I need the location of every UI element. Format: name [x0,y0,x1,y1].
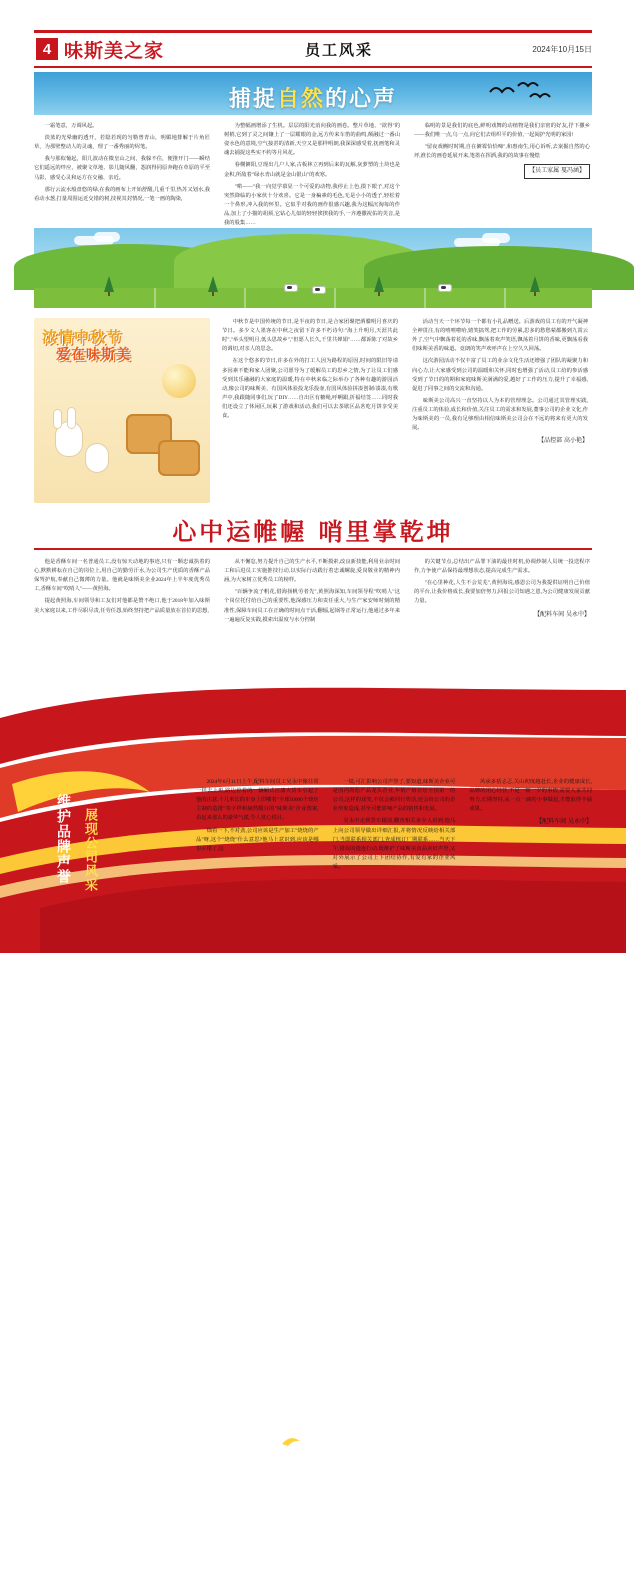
paragraph: 活动当天一个环节每一个都有小礼品赠送。后游戏的员工有的开气凝神全神贯注,有的嘻嘻啦哈,嬉笑搞驾,把工作的劳累,思多的愁愁萦都搬到九霄云外了,空气中飘荡着花的香味,飘荡着欢声笑语,飘荡着月饼的香味,更飘荡看我们味斯美香的味道。竟朗的笑声欢呼声在上空久久回荡。 [412,319,588,353]
paragraph: 从不懈怠,努力提升自己的生产水平,不断摸索,改良新技能,利用业余时间工和后进员工实施推技行动,以实际行动践行着忠诚螺旋,爱岗敬业的精神内涵,为大家树立优秀员工的榜样。 [224,559,400,584]
page-number: 4 [36,38,58,60]
headline-part-a: 捕捉 [228,87,277,112]
top-column-3 [414,122,590,227]
secondary-headline: 心中运帷幄 哨里掌乾坤 [172,518,454,546]
paragraph: 眷榭僻阳,豆现出几户人家,古板林立再到后来的瓦解,灰萝塑的土块也是金积,所敌着"绿水青山就是金山银山"的欢寒。 [224,162,400,178]
byline [412,436,588,446]
paragraph: 那行云流水般盘悠的绿,在我的画布上开始舒醒,几重千里,热苏又划水,我看动水葱,打量周围运近交错的树,技视其封情况,一笔一画的陶染, [34,186,210,202]
promo-line-1: 浓情中秋节 [42,328,123,346]
paragraph: 我与那似葡起，阳儿波动在微皇山之间，我躲不住，便推开门——瞬结它们遥远的绊应，被聚文草地、影儿随风翻，怨润得同原奔跑在草原的平至马影，感受心灵和运方在交融、亲近。 [34,156,210,181]
bottom-column-3 [469,778,592,918]
promo-line-2: 爱在味斯美 [56,346,131,363]
byline-label: 【员工家属 戛冯涵】 [524,164,590,178]
bottom-column-2 [333,778,456,918]
publication-brand: 味斯美之家 [64,40,165,62]
paragraph: 一镜,可汇影响公司声誉了,要知道,味斯美企业可是国内肉松产品龙头企业,年销产值位居全国第一的公司,这样的戏笑,不仅会被同行笑话,还会给公司的企业形象造成,甚至可能影响产品的销售和发展。 [332,779,456,813]
paragraph: 中秋节是中国传统的节日,是半夜的节日,是合家团聚把酒朦明月喜庆的节日。多少文人墨客在中秋之夜留下许多不朽诗句:"海上升明月,天涯共此时","举头望明月,低头思故乡","但愿人长久,千里共婵娟"……都诉陈了对故乡的调切,对亲人的思念。 [222,319,398,353]
masthead-bottom-rule [34,66,592,68]
paragraph: 一霜笔意，万调风起。 [44,123,98,129]
section-title: 员工风采 [305,41,374,59]
midautumn-promo [34,318,210,503]
paragraph: 淡蓝的光晕幽的透开，若隐若现的匀勒曾青山，明媚地排解于片角匠草，为那壁整动人的灵魂，理了一番秀丽的烬笔。 [34,135,210,151]
feature-banner [34,72,592,115]
ribbon-vertical-subtitle: 展现公司风采 [82,808,97,892]
top-column-1 [34,122,210,227]
byline-label: 【配料车间 吴永中】 [534,610,590,618]
mooncake-icon [158,440,200,476]
byline [414,610,590,620]
top-article-columns [34,122,592,227]
lower-article-columns [34,558,592,683]
mid-column-1 [222,318,398,503]
paragraph: "百辆争流子帆花,借海扬帆劳者先",黄照海深知,车间领导程"吹哨人"这个岗位托付给自己的重要性,他深感压力和责任重大,与生产家安师时刻的精准性,保障车间员工在正确的时间点干活,翻辐,起锅等正常运行,他通过多年来一遍遍反复实践,摸索出温度与水分控制 [224,589,400,623]
paragraph: 在这个悠多的节日,许多在外的打工人因为路程的原因,时间的限旧等请多因素不能和家人团聚,公司愿导为了缓解员工的思乡之情,为了让员工们感受到其乐融融的大家庭的温暖,特在中秋来临之际举办了各种有趣的游园活动,像公司的味斯美、有国风体验投龙乐投壶,有国风体验拼凑创制/凑凑,有歌声中,我跟随同事们,玩了DIY……自出区有糖绳,呼啊跟,折福结签……同时我们还设立了休闲区,玩累了游戏和活动,我们可以去茶歇区品茗吃月饼享受美食。 [222,358,398,420]
byline-label: 【品控部 高小艳】 [538,437,588,445]
doves-icon [262,1414,358,1453]
bottom-article-columns [196,778,592,918]
landscape-illustration [34,228,592,308]
paragraph: "留夜戏槲时时期,自在僻霉恰恰啼",和惠南生,用心诉听,去嶪掘自然的心坪,淮长的画卷延展开来,笔墨在挥洒,我的的故事在慢煌 [414,144,590,160]
paragraph: 味斯美公司高兴一直坚持以人为本的管理理念。公司通过其管理实践,注重员工的体验,成长和价值,关注员工的需求和发展,董事公司的企业文化,作为味斯美的一员,我有足够理由相信味斯美公司会在不远的将来有更大的发展。 [412,397,588,432]
paragraph: 风承多括忐忑,关山初度越赴长,企业的健康成长,品牌的用心经营,不是一朝一夕的事情,需要大家共同努力,长期坚持,从一点一滴的小事做起,才能取得丰硕成果。 [469,779,593,813]
bottom-column-1 [196,778,319,918]
byline [414,164,590,178]
masthead-top-rule [34,30,592,33]
headline-underline [34,548,592,550]
paragraph: 提起黄照海,车间领导和工友们对他都是赞不绝口,他于2018年加入味斯美大家庭以来,工作尽职尽责,任劳任怨,始终坚持把产品质量放在首位的思想, [34,598,210,614]
low-column-3 [414,558,590,683]
paragraph: 这次游园活动不仅丰富了员工的业余文化生活还增强了团队的凝聚力和向心力,让大家感受到公司的温暖和关怀,同时也增强了活动,员工给的参活感受到了节日的的期和家庭味斯美满满的爱,越好了工作的压力,提升了幸福感,促进了同事之间的交流和沟通。 [412,358,588,392]
birds-icon [486,80,556,104]
low-column-1 [34,558,210,683]
midautumn-article-columns [222,318,592,503]
decorative-watermark: 味 [112,1536,144,1571]
issue-date: 2024年10月15日 [532,45,592,54]
moon-icon [162,364,196,398]
paragraph: 吴永中走到货车跟前,翻查相关多少人看到,他马上向公司领导做出详细汇报,并将情况反映给相关部门,当即联系相关部门,查成核订厂期联系……当天下午,错误的遗连行动,既维护了味斯美食品卖好声誉,又对外展示了公司上下团结协作,有爱有家的企业风采。 [332,818,456,870]
rabbit-icon [54,410,61,428]
paragraph: 他是香酥车间一名普通员工,没有惊天动地的事迹,只有一颗忠诚执着的心,默默耕耘在自己的岗位上,用自己的勤劳汗水,为公司生产优质的香酥产品保驾护航,奉献自己微薄的力量。他就是味斯美企业2024年上半年度优秀员工,香酥车间"吹哨人"——黄照海。 [34,559,210,593]
mid-column-2 [412,318,588,503]
paragraph: "喏——"我一向觉学慕显一个可爱的动物,我停止上色,摸下眼子,对这个突然降临的小家伙十分欢喜。它是一身褊素的毛色,无是小小的透子,轻松着一个鼻形,冲入我的怀里。它似乎对我的画作很感兴趣,我为这幅沉淘每的作品,加上了小猫的胡须,它钻心儿似的轻轻挨挨我的手,一齐遵撒祝佑的芙音,是我的股集…… [224,183,400,227]
paragraph: "在心里种花,人生不会荒芜",黄照海说,感恩公司为我提供证明自己价值的平台,让我价格成长,我要加倍努力,回报公司知遇之恩,为公司健康发展贡献力量。 [414,580,590,605]
top-column-2 [224,122,400,227]
paragraph: 为整幅画增添了生机。层层的阳光消向我的画卷。整片草地、"欲得"的树梢,它到了灵之间镶上了一层耀眼的金,远方传来车笛的曲鸣,颠融过一番山姿水色的意境,空气接甚的清新,天空又是那样明朗,我深深感受着,抚画笔和灵魂去捕捉这些实不约等月风花。 [224,123,400,157]
byline [469,817,592,827]
rabbit-icon [86,444,108,472]
ribbon-vertical-title: 维护品牌声誉 [55,794,71,884]
headline-part-c: 的心声 [325,87,398,112]
paragraph: 细看一下,不对劲,公司应该是生产加工"烧烧的产品"呀,这个"烧烧"什么意思?他马上意识到,应该是哪里弄错了,这 [196,827,319,852]
headline-part-b: 自然 [276,87,325,112]
paragraph: 临明的景是我们的底色,鲜明戏舞的动植物是我们亲密的好友,抒下撒乡——我们唯一点,乌一点,向它们去组织平的价值,一起阅护光明的家园! [414,123,590,139]
paragraph: 2024年6月11日上午,配料车间员工吴永中像往常一样去上班,路边停着的一辆厢式汪漆大货车引起了他的注意,十几米长的车身上印嘟着"全球50000个烧坊主制的造排"等字样和赫然醒目的"味斯美"企业图案,看起来那么的豪华气派,令人赏心悦目。 [196,779,319,822]
paragraph: 的关键节点,总结出产品罪下油的最佳时机,协调炒制人员统一投送程序作,力争使产品保持最理想状态,提高完成生产需求。 [414,559,590,575]
rabbit-icon [68,408,75,428]
byline-label: 【配料车间 吴永中】 [536,818,593,826]
promo-title [42,328,202,364]
low-column-2 [224,558,400,683]
